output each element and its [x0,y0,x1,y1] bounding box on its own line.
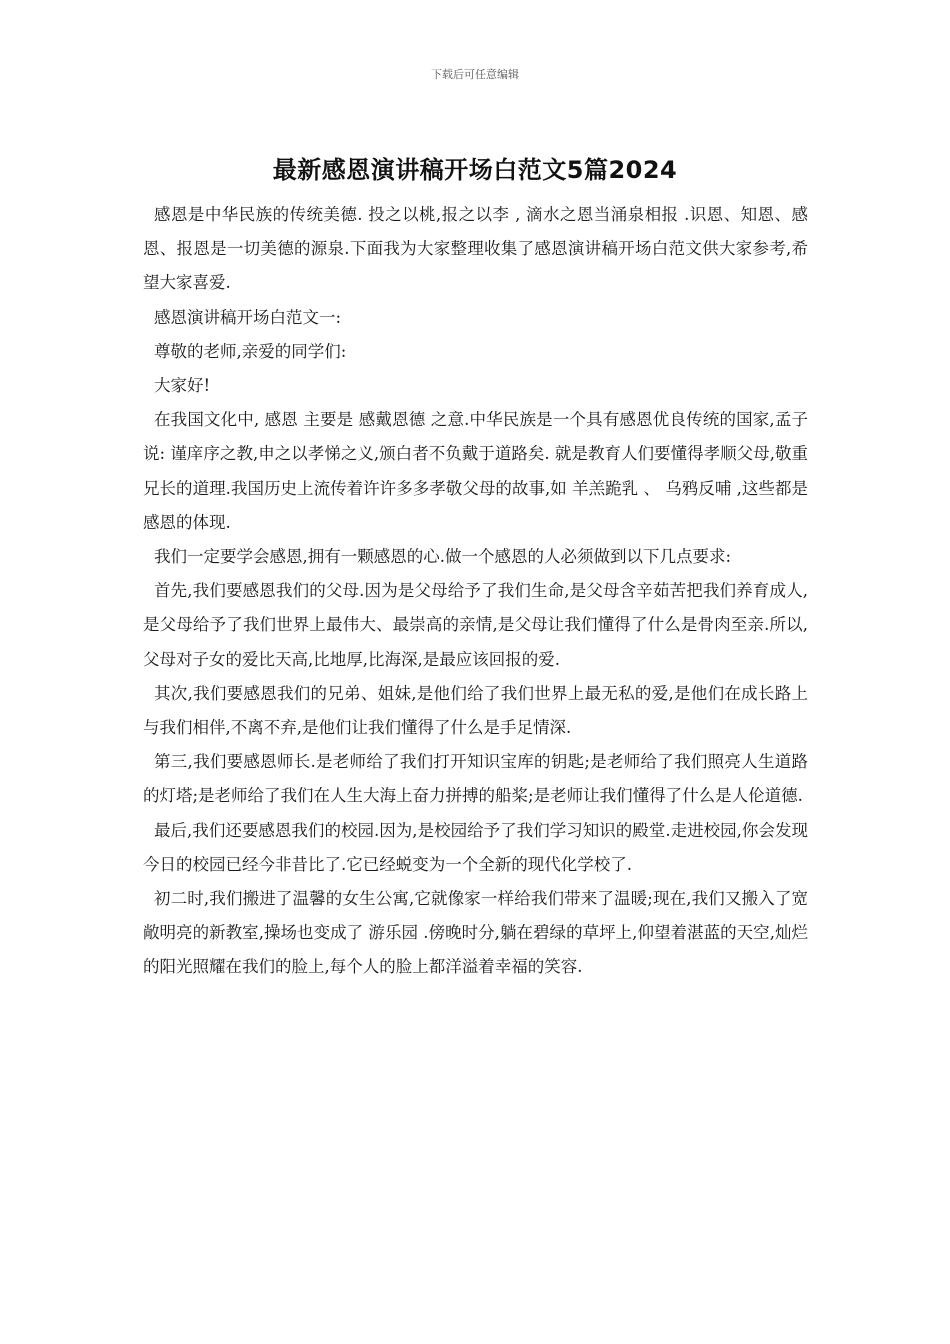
paragraph-section-heading: 感恩演讲稿开场白范文一: [154,307,342,327]
paragraph: 最后,我们还要感恩我们的校园.因为,是校园给予了我们学习知识的殿堂.走进校园,你会发现今日的校园已经今非昔比了.它已经蜕变为一个全新的现代化学校了. [143,820,808,874]
paragraph: 首先,我们要感恩我们的父母.因为是父母给予了我们生命,是父母含辛茹苦把我们养育成人,是父母给予了我们世界上最伟大、最崇高的亲情,是父母让我们懂得了什么是骨肉至亲.所以,父母对子女的爱比天高,比地厚,比海深,是最应该回报的爱. [143,581,808,669]
paragraph-salutation: 尊敬的老师,亲爱的同学们: [154,341,347,361]
paragraph: 其次,我们要感恩我们的兄弟、姐妹,是他们给了我们世界上最无私的爱,是他们在成长路上与我们相伴,不离不弃,是他们让我们懂得了什么是手足情深. [143,683,808,738]
document-body [143,198,808,985]
paragraph-greeting: 大家好! [154,376,211,396]
header-note: 下载后可任意编辑 [431,68,519,81]
paragraph-intro: 感恩是中华民族的传统美德. 投之以桃,报之以李 , 滴水之恩当涌泉相报 .识恩、知恩、感恩、报恩是一切美德的源泉.下面我为大家整理收集了感恩演讲稿开场白范文供大家参考,希望大家喜爱. [143,205,808,293]
paragraph: 在我国文化中, 感恩 主要是 感戴恩德 之意.中华民族是一个具有感恩优良传统的国家,孟子说: 谨庠序之教,申之以孝悌之义,颁白者不负戴于道路矣. 就是教育人们要懂得孝顺父母,敬重兄长的道理.我国历史上流传着许许多多孝敬父母的故事,如 羊羔跪乳 、 乌鸦反哺 ,这些都是感恩的体现. [143,410,808,532]
paragraph: 我们一定要学会感恩,拥有一颗感恩的心.做一个感恩的人必须做到以下几点要求: [154,547,732,567]
page-title: 最新感恩演讲稿开场白范文5篇2024 [272,156,678,184]
paragraph: 第三,我们要感恩师长.是老师给了我们打开知识宝库的钥匙;是老师给了我们照亮人生道路的灯塔;是老师给了我们在人生大海上奋力拼搏的船桨;是老师让我们懂得了什么是人伦道德. [143,752,808,806]
paragraph: 初二时,我们搬进了温馨的女生公寓,它就像家一样给我们带来了温暖;现在,我们又搬入了宽敞明亮的新教室,操场也变成了 游乐园 .傍晚时分,躺在碧绿的草坪上,仰望着湛蓝的天空,灿烂的阳光照耀在我们的脸上,每个人的脸上都洋溢着幸福的笑容. [143,889,808,977]
